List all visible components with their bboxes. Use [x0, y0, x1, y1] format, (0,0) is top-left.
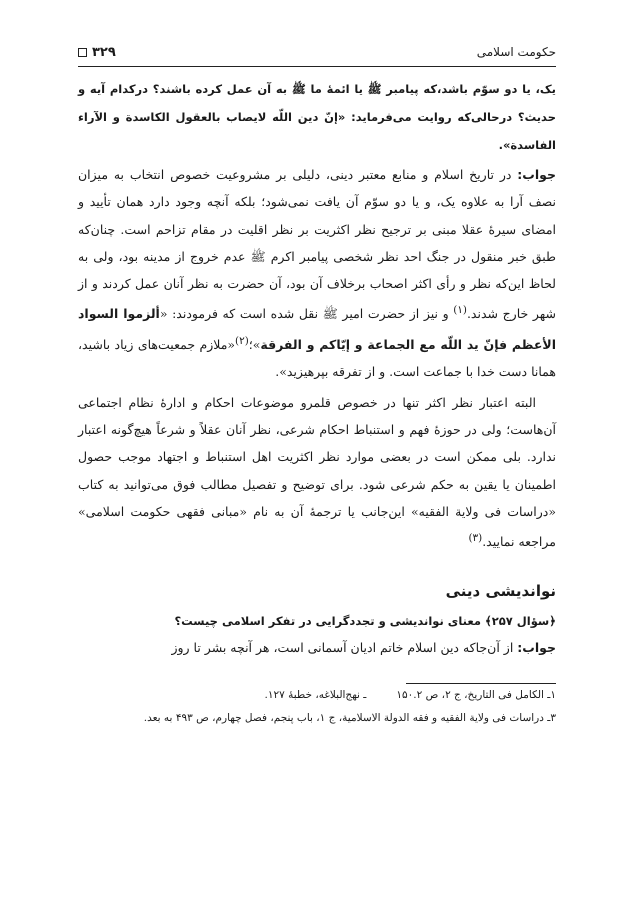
arabic-quote: ألزموا السواد الأعظم فإنّ ید اللّه مع الجماعة و إیّاکم و الفرقة	[78, 306, 556, 353]
section-heading: نواندیشی دینی	[445, 581, 556, 600]
document-page	[78, 40, 556, 730]
body-paragraph: البته اعتبار نظر اکثر تنها در خصوص قلمرو موضوعات احکام و ادارهٔ نظام اجتماعی آن‌هاست؛ ولی در حوزهٔ فهم و استنباط احکام شرعی، نظر آنان عقلاً و شرعاً هیچ‌گونه اعتبار ندارد. بلی ممکن است در بعضی موارد نظر اکثریت اهل استنباط و اجتهاد موجب حصول اطمینان یا یقین به حکم شرعی شود. برای توضیح و تفصیل مطالب فوق می‌توانید به کتاب «دراسات فی ولایة الفقیه» این‌جانب یا ترجمهٔ آن به نام «مبانی فقهی حکومت اسلامی» مراجعه نمایید.$^{(۳)}$	[78, 394, 556, 550]
answer-label: جواب:	[517, 639, 556, 655]
question-heading: ﴿سؤال ۲۵۷﴾ معنای نواندیشی و تجددگرایی در تفکر اسلامی چیست؟	[174, 613, 556, 628]
answer-paragraph: جواب: از آن‌جاکه دین اسلام خاتم ادیان آسمانی است، هر آنچه بشر تا روز	[171, 639, 556, 655]
footnote-ref: (۲)	[235, 334, 249, 347]
square-bullet-icon	[78, 48, 87, 57]
footnote-ref: (۳)	[468, 532, 483, 545]
header-title: حکومت اسلامی	[476, 45, 556, 59]
footnote-line: ۳ـ دراسات فی ولایة الفقیه و فقه الدولة الاسلامیة، ج ۱، باب پنجم، فصل چهارم، ص ۴۹۳ به بعد.	[143, 711, 556, 724]
page-number: ۳۲۹	[78, 45, 116, 60]
running-header	[78, 40, 556, 67]
answer-paragraph: جواب: در تاریخ اسلام و منابع معتبر دینی، دلیلی بر مشروعیت خصوص انتخاب به میزان نصف آرا به علاوه یک، و یا دو سوّم آن یافت نمی‌شود؛ بلکه آنچه وجود دارد همان تأیید و امضای سیرهٔ عقلا مبنی بر ترجیح نظر اکثریت بر نظر اقلیت در مقام تزاحم است. چنان‌که طبق خبر منقول در جنگ احد نظر شخصی پیامبر اکرم ﷺ عدم خروج از مدینه بود، ولی به لحاظ این‌که نظر و رأی اکثر اصحاب برخلاف آن بود، آن حضرت به نظر آنان عمل کردند و از شهر خارج شدند.$^{(۱)}$ و نیز از حضرت امیر ﷺ نقل شده است که فرمودند: «ألزموا السواد الأعظم فإنّ ید اللّه مع الجماعة و إیّاکم و الفرقة»؛$^{(۲)}$«ملازم جمعیت‌های زیاد باشید، همانا دست خدا با جماعت است. و از تفرقه بپرهیزید».	[78, 167, 556, 380]
question-continuation: یک، یا دو سوّم باشد،که پیامبر ﷺ یا ائمهٔ ما ﷺ به آن عمل کرده باشند؟ درکدام آیه و حدیث؟ درحالی‌که روایت می‌فرماید: «إنّ دین اللّه لایصاب بالعقول الکاسدة و الآراء الفاسدة».	[78, 82, 556, 152]
footnote-ref: (۱)	[453, 304, 467, 317]
footnote-line: ۱ـ الکامل فی التاریخ، ج ۲، ص ۱۵۰.۲ـ نهج‌البلاغه، خطبهٔ ۱۲۷.	[264, 688, 556, 701]
answer-label: جواب:	[517, 167, 556, 182]
